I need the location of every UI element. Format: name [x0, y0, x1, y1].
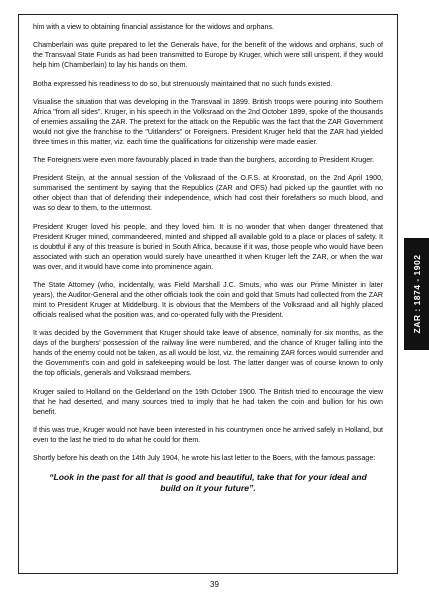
paragraph: The State Attorney (who, incidentally, was Field Marshall J.C. Smuts, who was our Prime Minister in later years), the Auditor-General and the other officials took the coin and gold that Smuts had collected from the ZAR mint to President Kruger at Middelburg. It is obvious that the Members of the Volksraad and all highly placed officials realised what the position was, and co-operated fully with the President.: [33, 281, 383, 320]
paragraph: Shortly before his death on the 14th July 1904, he wrote his last letter to the Boers, with the famous passage:: [33, 454, 376, 463]
page-number: 39: [210, 580, 219, 589]
side-tab-label: ZAR : 1874 - 1902: [411, 254, 422, 334]
chapter-side-tab: [404, 238, 429, 350]
paragraph: The Foreigners were even more favourably placed in trade than the burghers, according to President Kruger.: [33, 156, 375, 165]
paragraph: Visualise the situation that was developing in the Transvaal in 1899. British troops were pouring into Southern Africa "from all sides". Kruger, in his speech in the Volksraad on the 2nd October 1899, spoke of the thousands of enemies assailing the ZAR. The pretext for the attack on the Republic was the fact that the ZAR Government would not give the franchise to the "Uitlanders" or Foreigners. President Kruger held that the ZAR had yielded three times in this matter, viz. each time the qualifications for citizenship were made easier.: [33, 97, 383, 146]
paragraph: If this was true, Kruger would not have been interested in his countrymen once he arrived safely in Holland, but even to the last he tried to do what he could for them.: [33, 425, 383, 444]
paragraph: President Kruger loved his people, and they loved him. It is no wonder that when danger threatened that President Kruger mined, commandeered, minted and shipped all available gold to a place or places of safety. It is doubtful if any of this treasure is buried in South Africa, because if it was, those people who would have been associated with such an operation would surely have unearthed it when Kruger left the ZAR, or when the war was over, and it would have come into prominence again.: [33, 222, 383, 271]
famous-quote: “Look in the past for all that is good and beautiful, take that for your ideal and build on it your future”.: [49, 471, 367, 493]
paragraph: President Steijn, at the annual session of the Volksraad of the O.F.S. at Kroonstad, on the 2nd April 1900, summarised the sentiment by saying that the Republics (ZAR and OFS) had picked up the gauntlet with no other object than that of defending their independence, which had cost their forefathers so much blood, and was so dear to them, to the uttermost.: [33, 174, 383, 213]
paragraph: It was decided by the Government that Kruger should take leave of absence, nominally for six months, as the days of the burghers' possession of the railway line were numbered, and the chance of Kruger falling into the hands of the enemy could not be taken, as all would be lost, viz. the remaining ZAR forces would surrender and the Government's coin and gold in safekeeping would be lost. The latter danger was of course known to only the top officials, generals and Volksraad members.: [33, 329, 383, 378]
paragraph: Chamberlain was quite prepared to let the Generals have, for the benefit of the widows and orphans, such of the Transvaal State Funds as had been transmitted to Europe by Kruger, which were still unspent, if they would help him (Chamberlain) to lay his hands on them.: [33, 41, 383, 70]
paragraph: Kruger sailed to Holland on the Gelderland on the 19th October 1900. The British tried to encourage the view that he had deserted, and many sources tried to imply that he had taken the coin and bullion for his own benefit.: [33, 387, 383, 416]
paragraph: him with a view to obtaining financial assistance for the widows and orphans.: [33, 23, 274, 31]
paragraph: Botha expressed his readiness to do so, but strenuously maintained that no such funds existed.: [33, 79, 333, 88]
body-text: [33, 22, 383, 494]
